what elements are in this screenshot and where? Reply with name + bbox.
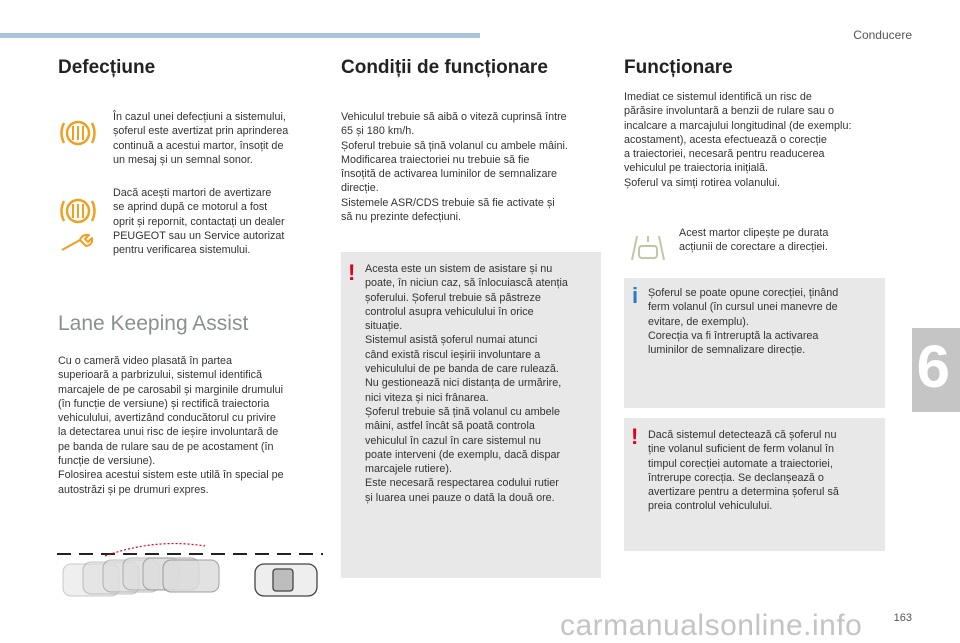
header-accent-bar (0, 33, 480, 38)
lane-departure-illustration (55, 530, 325, 602)
operation-info-text: Șoferul se poate opune corecției, ținând ferm volanul (în cursul unei manevre de evitare, de exemplu). Corecția va fi întreruptă la activarea luminilor de semnalizare direcție. (648, 287, 839, 357)
defect-paragraph-2: Dacă acești martori de avertizare se aprind după ce motorul a fost oprit și repornit, contactați un dealer PEUGEOT sau un Service autorizat pentru verificarea sistemului. (113, 187, 285, 257)
conditions-text: Vehiculul trebuie să aibă o viteză cuprinsă între 65 și 180 km/h. Șoferul trebuie să țină volanul cu ambele mâini. Modificarea traiectoriei nu trebuie să fie însoțită de activarea luminilor de semnalizare direcție. Sistemele ASR/CDS trebuie să fie activate și să nu prezinte defecțiuni. (341, 111, 568, 224)
operation-warning-text: Dacă sistemul detectează că șoferul nu ține volanul suficient de ferm volanul în timpul corecției automate a traiectoriei, întrerupe corecția. Se declanșează o avertizare pentru a determina șoferul să preia controlul vehiculului. (648, 429, 839, 513)
lane-keeping-warning-lamp-icon-2 (58, 195, 98, 227)
lane-keeping-assist-text: Cu o cameră video plasată în partea superioară a parbrizului, sistemul identifică marcajele de pe carosabil și marginile drumului (în funcție de versiune) și rectifică traiectoria vehiculului, avertizând conducătorul cu privire la detectarea unui risc de ieșire involuntară de pe banda de rulare sau de pe acostament (în funcție de versiune). Folosirea acestui sistem este utilă în special pe autostrăzi și pe drumuri expres. (58, 355, 284, 496)
exclamation-icon: ! (348, 260, 356, 285)
lane-keeping-assist-title: Lane Keeping Assist (58, 312, 249, 335)
watermark: carmanualsonline.info (560, 609, 863, 642)
defect-paragraph-1: În cazul unei defecțiuni a sistemului, șoferul este avertizat prin aprinderea continuă a acestui martor, însoțit de un mesaj și un semnal sonor. (113, 111, 289, 166)
wrench-icon (58, 232, 98, 254)
defect-title: Defecțiune (58, 57, 156, 78)
operation-title: Funcționare (624, 57, 733, 78)
section-label: Conducere (853, 28, 912, 42)
lane-assist-active-icon (628, 232, 668, 264)
operation-text: Imediat ce sistemul identifică un risc de părăsire involuntară a benzii de rulare sau o incalcare a marcajului longitudinal (de exemplu: acostament), acesta efectuează o corecție a traiectoriei, necesară pentru readucerea vehiculul pe traiectoria inițială. Șoferul va simți rotirea volanului. (624, 91, 852, 189)
info-icon: i (632, 283, 639, 308)
conditions-title: Condiții de funcționare (341, 57, 548, 78)
exclamation-icon-2: ! (631, 424, 639, 449)
page-number: 163 (893, 612, 912, 624)
operation-lamp-text: Acest martor clipește pe durata acțiunii de corectare a direcției. (679, 227, 829, 254)
conditions-warning-text: Acesta este un sistem de asistare și nu poate, în niciun caz, să înlocuiască atenția șoferului. Șoferul trebuie să păstreze controlul asupra vehiculului în orice situație. Sistemul asistă șoferul numai atunci când există riscul ieșirii involuntare a vehiculului de pe banda de care rulează. Nu gestionează nici distanța de urmărire, nici viteza și nici frânarea. Șoferul trebuie să țină volanul cu ambele mâini, astfel încât să poată controla vehiculul în cazul în care sistemul nu poate interveni (de exemplu, dacă dispar marcajele rutiere). Este necesară respectarea codului rutier și luarea unei pauze o dată la două ore. (365, 263, 568, 504)
chapter-number: 6 (916, 333, 950, 400)
lane-keeping-warning-lamp-icon (58, 117, 98, 149)
